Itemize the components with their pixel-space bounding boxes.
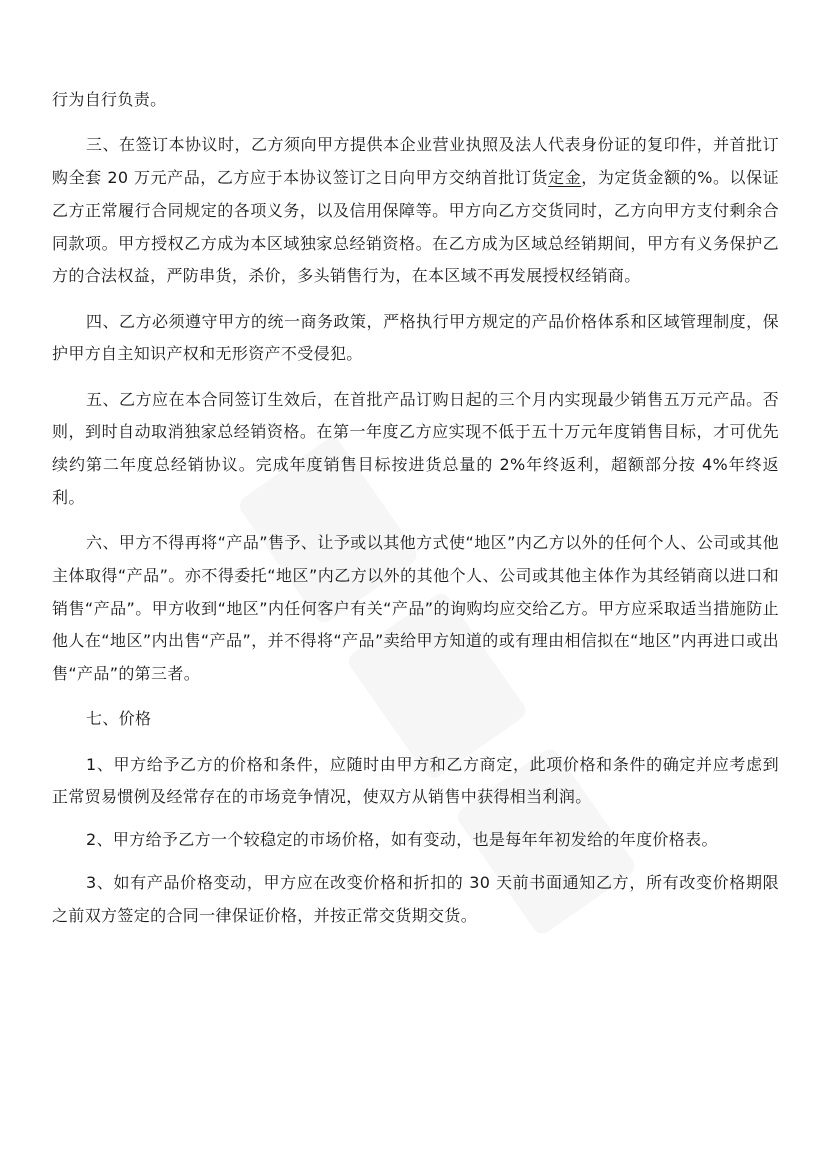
clause-4: 四、乙方必须遵守甲方的统一商务政策，严格执行甲方规定的产品价格体系和区域管理制度，保护甲方自主知识产权和无形资产不受侵犯。 xyxy=(52,311,779,364)
paragraph-continuation: 行为自行负责。 xyxy=(52,90,167,109)
clause-7-heading: 七、价格 xyxy=(86,709,152,729)
clause-7-item-3: 3、如有产品价格变动，甲方应在改变价格和折扣的 30 天前书面通知乙方，所有改变价格期限之前双方签定的合同一律保证价格，并按正常交货期交货。 xyxy=(52,872,779,925)
clause-7-item-1: 1、甲方给予乙方的价格和条件，应随时由甲方和乙方商定，此项价格和条件的确定并应考虑到正常贸易惯例及经常存在的市场竞争情况，使双方从销售中获得相当利润。 xyxy=(52,754,779,807)
clause-6: 六、甲方不得再将“产品”售予、让予或以其他方式使“地区”内乙方以外的任何个人、公司或其他主体取得“产品”。亦不得委托“地区”内乙方以外的其他个人、公司或其他主体作为其经销商以进口和销售“产品”。甲方收到“地区”内任何客户有关“产品”的询购均应交给乙方。甲方应采取适当措施防止他人在“地区”内出售“产品”，并不得将“产品”卖给甲方知道的或有理由相信拟在“地区”内再进口或出售“产品”的第三者。 xyxy=(52,533,779,683)
clause-3 xyxy=(52,129,779,293)
clause-3-text-a: 三、在签订本协议时，乙方须向甲方提供本企业营业执照及法人代表身份证的复印件，并首批订购全套 20 万元产品，乙方应于本协议签订之日向甲方交纳首批订货 xyxy=(52,135,779,188)
deposit-term: 定金 xyxy=(548,168,582,188)
clause-3-text-b: ，为定货金额的%。以保证乙方正常履行合同规定的各项义务，以及信用保障等。甲方向乙方交货同时，乙方向甲方支付剩余合同款项。甲方授权乙方成为本区域独家总经销资格。在乙方成为区域总经销期间，甲方有义务保护乙方的合法权益，严防串货，杀价，多头销售行为，在本区域不再发展授权经销商。 xyxy=(52,168,780,286)
clause-7-item-2: 2、甲方给予乙方一个较稳定的市场价格，如有变动，也是每年年初发给的年度价格表。 xyxy=(86,830,718,850)
document-body xyxy=(52,84,779,932)
clause-5: 五、乙方应在本合同签订生效后，在首批产品订购日起的三个月内实现最少销售五万元产品。否则，到时自动取消独家总经销资格。在第一年度乙方应实现不低于五十万元年度销售目标，才可优先续约第二年度总经销协议。完成年度销售目标按进货总量的 2%年终返利，超额部分按 4%年终返利。 xyxy=(52,389,779,507)
